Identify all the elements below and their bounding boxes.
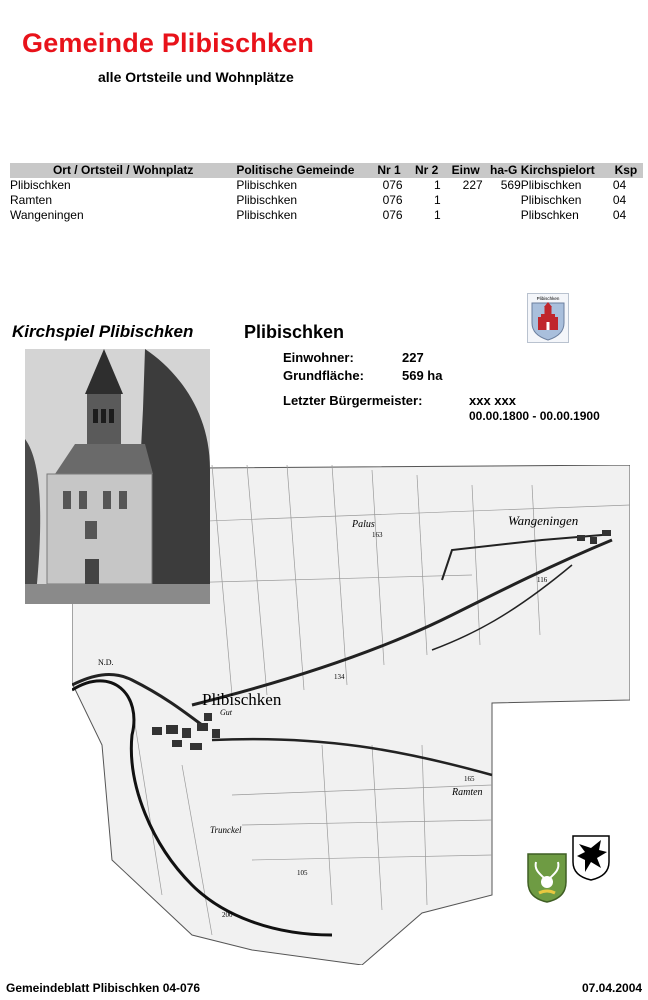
cell-kirchspielort: Plibischken	[520, 178, 582, 192]
cell-ha: 569	[500, 178, 521, 192]
table-header-row	[10, 163, 643, 178]
map-label-town: Plibischken	[202, 690, 282, 709]
coat-of-arms-province	[571, 834, 611, 882]
einwohner-value: 227	[402, 350, 424, 365]
cell-ort: Ramten	[10, 193, 53, 207]
footer-date: 07.04.2004	[582, 981, 643, 995]
table-row	[10, 178, 643, 193]
church-window	[103, 491, 111, 509]
map-label-165: 165	[464, 775, 475, 783]
cell-einw: 227	[462, 178, 483, 192]
table-row	[10, 208, 643, 223]
crest-tower-top	[545, 306, 552, 315]
col-header-ha: ha-G	[487, 163, 521, 178]
cell-ort: Plibischken	[10, 178, 71, 192]
map-label-trunckel: Trunckel	[210, 825, 242, 835]
grundflaeche-label: Grundfläche:	[283, 368, 364, 383]
cell-gemeinde: Plibischken	[236, 208, 298, 222]
church-window	[119, 491, 127, 509]
map-label-palus: Palus	[352, 519, 375, 530]
table-row	[10, 193, 643, 208]
cell-ha	[487, 193, 521, 208]
map-label-ramten: Ramten	[452, 787, 483, 798]
coat-of-arms-district	[526, 852, 568, 904]
cell-nr1: 076	[382, 208, 403, 222]
page-subtitle: alle Ortsteile und Wohnplätze	[98, 69, 294, 85]
col-header-nr1: Nr 1	[370, 163, 409, 178]
map-label-nd: N.D.	[98, 658, 114, 667]
map-label-116: 116	[537, 576, 548, 584]
map-label-wangeningen: Wangeningen	[508, 513, 579, 528]
church-tower-window	[109, 409, 114, 423]
crest-door	[547, 322, 550, 330]
einwohner-label: Einwohner:	[283, 350, 354, 365]
buergermeister-name: xxx xxx	[469, 393, 516, 408]
map-label-gut: Gut	[220, 708, 232, 717]
church-tower-window	[101, 409, 106, 423]
grundflaeche-value: 569 ha	[402, 368, 443, 383]
col-header-ksp: Ksp	[609, 163, 643, 178]
crest-right-wing	[555, 317, 558, 330]
map-label-163: 163	[372, 531, 383, 539]
col-header-gemeinde: Politische Gemeinde	[236, 163, 369, 178]
cell-gemeinde: Plibischken	[236, 178, 298, 192]
map-label-200: 200	[222, 911, 233, 919]
crest-stag-head	[541, 876, 553, 888]
kirchspiel-name: Plibischken	[244, 322, 345, 342]
col-header-ort: Ort / Ortsteil / Wohnplatz	[10, 163, 236, 178]
church-picture	[25, 349, 210, 604]
crest-left-wing	[538, 317, 541, 330]
church-tower-window	[93, 409, 98, 423]
cell-ha	[487, 208, 521, 223]
cell-ksp: 04	[612, 208, 627, 222]
church-window	[63, 491, 71, 509]
cell-einw	[445, 193, 487, 208]
cell-kirchspielort: Plibschken	[520, 208, 579, 222]
cell-ort: Wangeningen	[10, 208, 84, 222]
coat-of-arms-plibischken	[527, 293, 569, 343]
cell-einw	[445, 208, 487, 223]
cell-gemeinde: Plibischken	[236, 193, 298, 207]
cell-nr2: 1	[433, 193, 441, 207]
col-header-einw: Einw	[445, 163, 487, 178]
church-ground	[25, 584, 210, 604]
church-door	[85, 559, 99, 584]
buergermeister-period: 00.00.1800 - 00.00.1900	[469, 409, 600, 423]
crest-label: Plibischken	[536, 296, 560, 301]
col-header-nr2: Nr 2	[409, 163, 445, 178]
col-header-kirchspielort: Kirchspielort	[521, 163, 609, 178]
buergermeister-label: Letzter Bürgermeister:	[283, 393, 423, 408]
footer-document-id: Gemeindeblatt Plibischken 04-076	[6, 981, 201, 995]
cell-nr1: 076	[382, 178, 403, 192]
cell-nr2: 1	[433, 208, 441, 222]
places-table	[10, 163, 643, 223]
kirchspiel-heading: Kirchspiel Plibischken	[12, 322, 194, 341]
church-facade	[47, 474, 152, 584]
cell-nr1: 076	[382, 193, 403, 207]
map-label-105: 105	[297, 869, 308, 877]
cell-nr2: 1	[433, 178, 441, 192]
cell-kirchspielort: Plibischken	[520, 193, 582, 207]
church-window	[85, 521, 97, 539]
cell-ksp: 04	[612, 178, 627, 192]
cell-ksp: 04	[612, 193, 627, 207]
page-title: Gemeinde Plibischken	[22, 28, 315, 58]
map-label-134: 134	[334, 673, 345, 681]
church-window	[79, 491, 87, 509]
